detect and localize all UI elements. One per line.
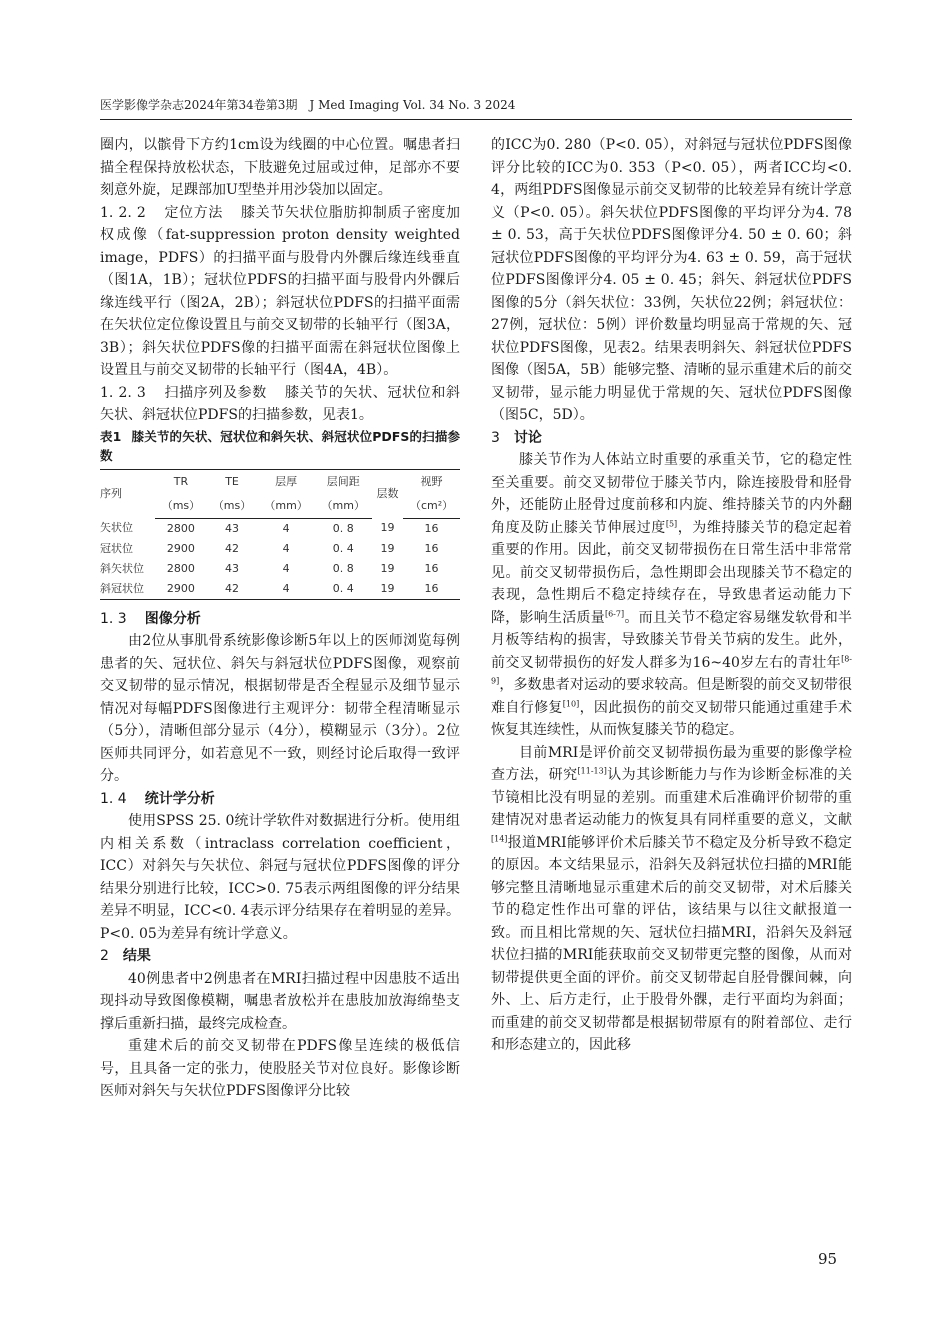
results-paragraph-1: 40例患者中2例患者在MRI扫描过程中因患肢不适出现抖动导致图像模糊，嘱患者放松并在患肢加放海绵垫支撑后重新扫描，最终完成检查。 (100, 970, 460, 1032)
table-cell: 4 (258, 579, 315, 600)
citation-ref: [6-7] (604, 608, 625, 618)
paragraph-text: 膝关节作为人体站立时重要的承重关节，它的稳定性至关重要。前交叉韧带位于膝关节内，除连接股骨和胫骨外，还能防止胫骨过度前移和内旋、维持膝关节的内外翻角度及防止膝关节伸展过度 (491, 452, 852, 536)
discussion-paragraph-1 (491, 449, 852, 742)
table-cell: 4 (282, 541, 290, 555)
table-cell: 0. 4 (332, 541, 354, 555)
table-header-cell: 层数 (372, 469, 403, 518)
table-cell: 斜矢状位 (100, 561, 144, 575)
section-number: 1. 2. 3 (100, 384, 146, 401)
table-cell: 2900 (155, 579, 206, 600)
section-title: 讨论 (513, 429, 542, 446)
table-cell: 0. 8 (332, 521, 354, 535)
section-1-2-3 (100, 382, 460, 427)
discussion-paragraph-2 (491, 742, 852, 1057)
paragraph-text: ，因此损伤的前交叉韧带只能通过重建手术恢复其连续性，从而恢复膝关节的稳定。 (491, 699, 853, 738)
paragraph-text: ，多数患者对运动的要求较高。但是断裂的前交叉韧带很难自行修复 (491, 677, 852, 716)
table-header-cell: TR (155, 469, 206, 494)
statistics-paragraph: 使用SPSS 25. 0统计学软件对数据进行分析。使用组内相关系数（intraclass correlation coefficient，ICC）对斜矢与矢状位、斜冠与冠状位PDFS图像的评分结果分别进行比较，ICC>0. 75表示两组图像的评分结果差异不明显，ICC<0. 4表示评分结果存在着明显的差异。P<0. 05为差异有统计学意义。 (100, 813, 460, 942)
header-rule (100, 119, 852, 120)
table-cell: 16 (403, 579, 460, 600)
section-3-heading (491, 427, 852, 450)
section-1-4-heading (100, 788, 460, 811)
table-cell: 2800 (166, 521, 195, 535)
image-analysis-paragraph: 由2位从事肌骨系统影像诊断5年以上的医师浏览每例患者的矢、冠状位、斜矢与斜冠状位PDFS图像，观察前交叉韧带的显示情况，根据韧带是否全程显示及细节显示情况对每幅PDFS图像进行主观评分：韧带全程清晰显示（5分），清晰但部分显示（4分），模糊显示（3分）。2位医师共同评分，如若意见不一致，则经讨论后取得一致评分。 (100, 633, 460, 784)
table-cell: 19 (380, 541, 395, 555)
table-cell: 43 (225, 561, 240, 575)
section-number: 1. 3 (100, 610, 127, 627)
paragraph-text: 目前MRI是评价前交叉韧带损伤最为重要的影像学检查方法，研究 (491, 744, 852, 783)
section-text: 膝关节矢状位脂肪抑制质子密度加权成像（fat-suppression proton density weighted image，PDFS）的扫描平面与股骨内外髁后缘连线垂直（图1A，1B）；冠状位PDFS的扫描平面与股骨内外髁后缘连线平行（图2A，2B）；斜冠状位PDFS的扫描平面需在矢状位定位像设置且与前交叉韧带的长轴平行（图3A，3B）；斜矢状位PDFS像的扫描平面需在斜冠状位图像上设置且与前交叉韧带的长轴平行（图4A，4B）。 (100, 204, 461, 378)
table-unit-cell: （cm²） (403, 494, 460, 519)
citation-ref: [11-13] (577, 766, 607, 776)
section-title: 定位方法 (163, 204, 224, 221)
paragraph-text: ，为维持膝关节的稳定起着重要的作用。因此，前交叉韧带损伤在日常生活中非常常见。前交叉韧带损伤后，急性期即会出现膝关节不稳定的表现，急性期后不稳定持续存在，导致患者运动能力下降，影响生活质量 (491, 519, 852, 626)
table-cell: 19 (380, 561, 395, 575)
paragraph-text: 认为其诊断能力与作为诊断金标准的关节镜相比没有明显的差别。而重建术后准确评价韧带的重建情况对患者运动能力的恢复具有同样重要的意义，文献 (491, 767, 853, 828)
table-unit-cell: （ms） (206, 494, 257, 519)
intro-paragraph: 圈内，以髌骨下方约1cm设为线圈的中心位置。嘱患者扫描全程保持放松状态，下肢避免过屈或过伸，足部亦不要刻意外旋，足踝部加U型垫并用沙袋加以固定。 (100, 137, 460, 198)
table-cell: 42 (225, 541, 240, 555)
table-row (100, 559, 460, 579)
section-title: 结果 (122, 948, 151, 964)
table-cell: 2800 (166, 561, 195, 575)
citation-ref: [10] (562, 698, 580, 708)
table-unit-cell: （ms） (155, 494, 206, 519)
table-cell: 冠状位 (100, 541, 133, 555)
table-cell: 43 (225, 521, 240, 535)
section-text: 膝关节的矢状、冠状位和斜矢状、斜冠状位PDFS的扫描参数，见表1。 (100, 384, 461, 423)
table-cell: 0. 4 (315, 579, 372, 600)
paragraph-text: 。而且关节不稳定容易继发软骨和半月板等结构的损害，导致膝关节骨关节病的发生。此外，前交叉韧带损伤的好发人群多为16~40岁左右的青壮年 (491, 609, 853, 671)
section-1-3-heading (100, 608, 460, 631)
table-cell: 16 (424, 541, 439, 555)
table-caption (100, 427, 460, 465)
table-cell: 斜冠状位 (100, 579, 155, 600)
section-number: 1. 4 (100, 790, 127, 807)
citation-ref: [5] (665, 518, 678, 528)
table-header-cell: 层厚 (258, 469, 315, 494)
table-cell: 42 (206, 579, 257, 600)
scan-parameters-table (100, 469, 460, 600)
table-cell: 4 (282, 561, 290, 575)
table-number: 表1 (100, 428, 122, 444)
left-column (100, 134, 460, 1103)
table-unit-cell: （mm） (315, 494, 372, 519)
table-header-cell: 层间距 (315, 469, 372, 494)
table-row (100, 518, 460, 539)
table-cell: 19 (372, 579, 403, 600)
table-row (100, 539, 460, 559)
results-paragraph-2: 重建术后的前交叉韧带在PDFS像呈连续的极低信号，且具备一定的张力，使股胫关节对位良好。影像诊断医师对斜矢与矢状位PDFS图像评分比较 (100, 1038, 460, 1099)
citation-ref: [14] (491, 833, 508, 843)
table-unit-cell: （mm） (258, 494, 315, 519)
citation-ref: [8-9] (491, 653, 852, 686)
section-number: 2 (100, 948, 109, 964)
table-title: 膝关节的矢状、冠状位和斜矢状、斜冠状位PDFS的扫描参数 (100, 428, 460, 463)
page-number: 95 (818, 1250, 838, 1268)
section-1-2-2 (100, 202, 460, 382)
section-number: 3 (491, 429, 500, 446)
section-2-heading (100, 945, 460, 968)
table-cell: 16 (424, 521, 439, 535)
running-header: 医学影像学杂志2024年第34卷第3期 J Med Imaging Vol. 34 No. 3 2024 (100, 98, 516, 112)
table-cell: 0. 8 (332, 561, 354, 575)
section-title: 图像分析 (144, 610, 201, 627)
table-row (100, 579, 460, 600)
section-title: 扫描序列及参数 (163, 384, 267, 401)
table-cell: 4 (282, 521, 290, 535)
right-column (491, 134, 852, 1057)
table-cell: 19 (380, 521, 395, 535)
table-header-cell: 视野 (403, 469, 460, 494)
section-number: 1. 2. 2 (100, 204, 146, 221)
table-cell: 16 (424, 561, 439, 575)
table-header-cell: 序列 (100, 469, 155, 518)
table-header-cell: TE (206, 469, 257, 494)
section-title: 统计学分析 (144, 790, 215, 807)
table-cell: 矢状位 (100, 521, 133, 535)
paragraph-text: 报道MRI能够评价术后膝关节不稳定及分析导致不稳定的原因。本文结果显示，沿斜矢及斜冠状位扫描的MRI能够完整且清晰地显示重建术后的前交叉韧带，对术后膝关节的稳定性作出可靠的评估，该结果与以往文献报道一致。而且相比常规的矢、冠状位扫描MRI，沿斜矢及斜冠状位扫描的MRI能获取前交叉韧带更完整的图像，从而对韧带提供更全面的评价。前交叉韧带起自胫骨髁间棘，向外、上、后方走行，止于股骨外髁，走行平面均为斜面；而重建的前交叉韧带都是根据韧带原有的附着部位、走行和形态建立的，因此移 (491, 834, 852, 1053)
results-continuation-paragraph: 的ICC为0. 280（P<0. 05），对斜冠与冠状位PDFS图像评分比较的ICC为0. 353（P<0. 05），两者ICC均<0. 4，两组PDFS图像显示前交叉韧带的比较差异有统计学意义（P<0. 05）。斜矢状位PDFS图像的平均评分为4. 78 ± 0. 53，高于矢状位PDFS图像评分4. 50 ± 0. 60；斜冠状位PDFS图像的平均评分为4. 63 ± 0. 59，高于冠状位PDFS图像评分4. 05 ± 0. 45；斜矢、斜冠状位PDFS图像的5分（斜矢状位：33例，矢状位22例；斜冠状位：27例，冠状位：5例）评价数量均明显高于常规的矢、冠状位PDFS图像，见表2。结果表明斜矢、斜冠状位PDFS图像（图5A，5B）能够完整、清晰的显示重建术后的前交叉韧带，显示能力明显优于常规的矢、冠状位PDFS图像（图5C，5D）。 (491, 137, 852, 423)
table-cell: 2900 (166, 541, 195, 555)
